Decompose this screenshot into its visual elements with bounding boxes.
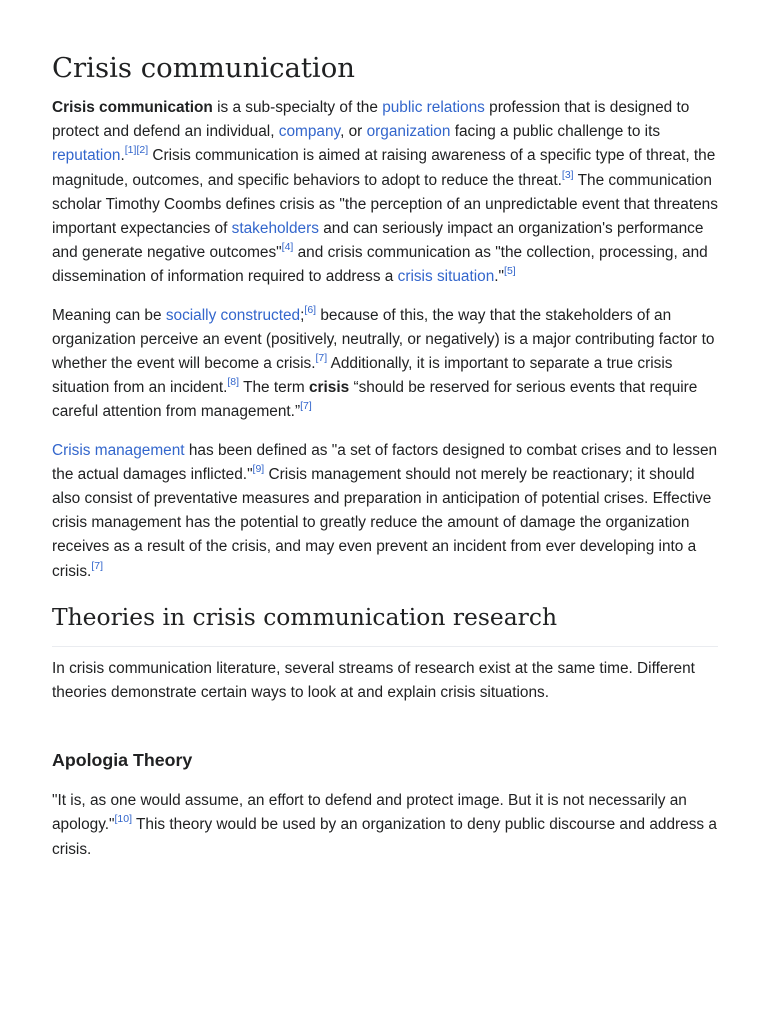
subsection-heading-apologia: Apologia Theory bbox=[52, 750, 193, 771]
link-crisis-situation[interactable]: crisis situation bbox=[397, 268, 495, 286]
text: Crisis management should not merely be reactionary; it should also consist of preventative measures and preparation in anticipation of potential crises. Effective crisis management has the potential to greatly reduce the amount of damage the organization receives as a result of the crisis, and may even prevent an incident from ever developing into a crisis. bbox=[52, 465, 712, 580]
crisis-management-paragraph bbox=[52, 439, 718, 584]
reference-7 bbox=[315, 352, 327, 364]
text: "It is, as one would assume, an effort to defend and protect image. But it is not necessarily an apology." bbox=[52, 792, 687, 834]
reference-link[interactable]: [4] bbox=[281, 241, 294, 254]
text: profession that is designed to protect and defend an individual, bbox=[52, 99, 690, 141]
reference-link[interactable]: [9] bbox=[252, 462, 265, 475]
text: and crisis communication as "the collection, processing, and dissemination of information required to address a bbox=[52, 244, 708, 286]
text: ; bbox=[300, 306, 305, 324]
text: and can seriously impact an organization's performance and generate negative outcomes" bbox=[52, 220, 704, 262]
link-organization[interactable]: organization bbox=[366, 123, 451, 141]
text: Additionally, it is important to separate a true crisis situation from an incident. bbox=[52, 355, 673, 397]
reference-link[interactable]: [7] bbox=[91, 559, 104, 572]
section-heading-theories: Theories in crisis communication research bbox=[52, 601, 718, 647]
text: is a sub-specialty of the bbox=[212, 99, 383, 116]
reference-link[interactable]: [7] bbox=[315, 352, 328, 365]
text: , or bbox=[340, 123, 367, 141]
link-reputation[interactable]: reputation bbox=[52, 147, 121, 165]
reference-5 bbox=[504, 265, 516, 277]
meaning-paragraph bbox=[52, 304, 718, 425]
reference-2 bbox=[136, 144, 148, 156]
reference-6 bbox=[304, 304, 316, 316]
link-socially-constructed[interactable]: socially constructed bbox=[165, 306, 301, 324]
text: . bbox=[120, 147, 125, 165]
reference-link[interactable]: [7] bbox=[300, 400, 312, 413]
bold-crisis: crisis bbox=[308, 379, 350, 397]
link-stakeholders[interactable]: stakeholders bbox=[231, 220, 319, 238]
reference-link[interactable]: [2] bbox=[136, 144, 149, 157]
text: has been defined as "a set of factors designed to combat crises and to lessen the actual damages inflicted." bbox=[52, 441, 718, 483]
reference-7 bbox=[91, 560, 103, 572]
reference-link[interactable]: [6] bbox=[304, 303, 317, 316]
reference-4 bbox=[282, 241, 294, 253]
text: Crisis communication is aimed at raising awareness of a specific type of threat, the magnitude, outcomes, and specific behaviors to adopt to reduce the threat. bbox=[52, 147, 716, 189]
apologia-paragraph bbox=[52, 789, 718, 862]
reference-3 bbox=[562, 169, 574, 181]
link-public-relations[interactable]: public relations bbox=[382, 99, 485, 116]
reference-7 bbox=[300, 400, 312, 412]
page-title: Crisis communication bbox=[52, 52, 355, 84]
text: because of this, the way that the stakeholders of an organization perceive an event (positively, neutrally, or negatively) is a major contributing factor to whether the event will become a crisis. bbox=[52, 306, 715, 373]
text: ." bbox=[494, 268, 505, 286]
article-content bbox=[52, 0, 718, 862]
reference-link[interactable]: [1] bbox=[124, 144, 137, 157]
text: Meaning can be bbox=[52, 306, 166, 324]
reference-1 bbox=[125, 144, 137, 156]
reference-10 bbox=[115, 813, 133, 825]
reference-8 bbox=[227, 376, 239, 388]
reference-link[interactable]: [3] bbox=[561, 168, 574, 181]
reference-link[interactable]: [5] bbox=[504, 265, 516, 278]
reference-9 bbox=[253, 463, 265, 475]
text: The term bbox=[239, 379, 309, 397]
link-crisis-management[interactable]: Crisis management bbox=[52, 441, 185, 459]
bold-term: Crisis communication bbox=[52, 99, 213, 116]
text: This theory would be used by an organization to deny public discourse and address a crisis. bbox=[52, 816, 717, 858]
intro-paragraph bbox=[52, 96, 718, 290]
text: “should be reserved for serious events that require careful attention from management.” bbox=[52, 379, 698, 421]
text: The communication scholar Timothy Coombs defines crisis as "the perception of an unpredictable event that threatens important expectancies of bbox=[52, 171, 718, 238]
reference-link[interactable]: [10] bbox=[114, 813, 133, 826]
reference-link[interactable]: [8] bbox=[227, 376, 240, 389]
text: facing a public challenge to its bbox=[450, 123, 661, 141]
link-company[interactable]: company bbox=[278, 123, 341, 141]
theories-intro-paragraph: In crisis communication literature, several streams of research exist at the same time. Different theories demonstrate certain ways to look at and explain crisis situations. bbox=[52, 659, 695, 702]
